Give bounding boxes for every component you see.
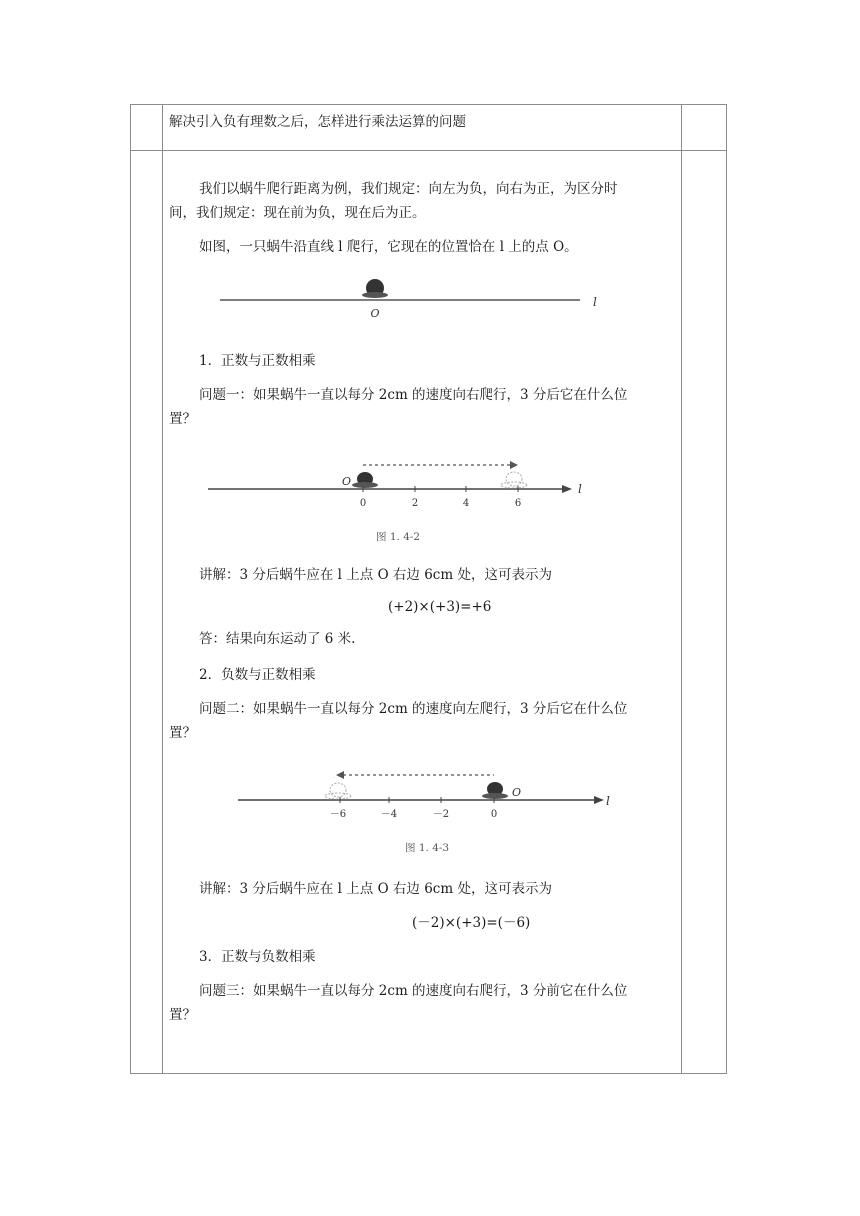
question-2-line2: 置？ bbox=[169, 725, 196, 741]
section-3-title: 3．正数与负数相乘 bbox=[199, 949, 316, 965]
arrowhead-icon bbox=[562, 485, 572, 493]
number-line-figure-origin bbox=[215, 272, 605, 322]
tick-label: 4 bbox=[462, 498, 470, 509]
point-o-label: O bbox=[342, 475, 352, 488]
formula-2: (－2)×(+3)=(－6) bbox=[412, 915, 531, 931]
line-l-label: l bbox=[578, 482, 582, 496]
question-1-line1: 问题一：如果蜗牛一直以每分 2cm 的速度向右爬行，3 分后它在什么位 bbox=[199, 387, 628, 403]
section-1-title: 1．正数与正数相乘 bbox=[199, 353, 316, 369]
formula-1: (+2)×(+3)=+6 bbox=[388, 599, 492, 615]
column-divider bbox=[681, 105, 682, 1073]
number-line-figure-right bbox=[200, 455, 590, 520]
arrowhead-icon bbox=[594, 796, 604, 804]
snail-icon bbox=[362, 279, 388, 298]
tick-label: 6 bbox=[514, 498, 522, 509]
explanation-2: 讲解：3 分后蜗牛应在 l 上点 O 右边 6cm 处，这可表示为 bbox=[199, 881, 552, 897]
column-divider bbox=[162, 105, 163, 1073]
line-l-label: l bbox=[606, 794, 610, 808]
arrowhead-icon bbox=[510, 461, 518, 469]
point-o-label: O bbox=[512, 786, 522, 799]
figure-caption: 图 1. 4-3 bbox=[405, 842, 450, 854]
intro-paragraph-line1: 我们以蜗牛爬行距离为例，我们规定：向左为负，向右为正，为区分时 bbox=[199, 181, 618, 197]
tick-label: －6 bbox=[329, 809, 347, 820]
question-3-line2: 置？ bbox=[169, 1007, 196, 1023]
tick-label: －4 bbox=[380, 809, 398, 820]
number-line-figure-left bbox=[230, 765, 620, 830]
figure-caption: 图 1. 4-2 bbox=[376, 531, 421, 543]
tick-label: －2 bbox=[432, 809, 450, 820]
question-3-line1: 问题三：如果蜗牛一直以每分 2cm 的速度向右爬行，3 分前它在什么位 bbox=[199, 983, 628, 999]
answer-1: 答：结果向东运动了 6 米. bbox=[199, 631, 356, 647]
intro-paragraph-line2: 间，我们规定：现在前为负，现在后为正。 bbox=[169, 205, 426, 221]
snail-icon bbox=[482, 782, 508, 799]
tick-label: 0 bbox=[359, 498, 367, 509]
row-divider bbox=[131, 150, 726, 151]
line-l-label: l bbox=[593, 295, 597, 309]
explanation-1: 讲解：3 分后蜗牛应在 l 上点 O 右边 6cm 处，这可表示为 bbox=[199, 567, 552, 583]
tick-label: 2 bbox=[411, 498, 419, 509]
intro-figure-text: 如图，一只蜗牛沿直线 l 爬行，它现在的位置恰在 l 上的点 O。 bbox=[199, 239, 578, 255]
snail-icon bbox=[352, 472, 378, 488]
snail-ghost-icon bbox=[501, 472, 527, 488]
snail-ghost-icon bbox=[325, 783, 351, 799]
section-2-title: 2．负数与正数相乘 bbox=[199, 667, 316, 683]
tick-label: 0 bbox=[490, 809, 498, 820]
arrowhead-icon bbox=[336, 771, 344, 779]
point-o-label: O bbox=[370, 307, 380, 320]
question-2-line1: 问题二：如果蜗牛一直以每分 2cm 的速度向左爬行，3 分后它在什么位 bbox=[199, 701, 628, 717]
question-1-line2: 置？ bbox=[169, 411, 196, 427]
topic-text: 解决引入负有理数之后，怎样进行乘法运算的问题 bbox=[169, 114, 466, 130]
